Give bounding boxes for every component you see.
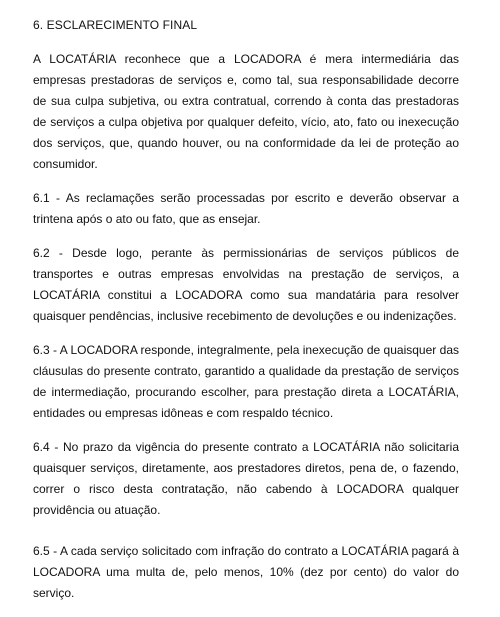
paragraph-6-4: 6.4 - No prazo da vigência do presente contrato a LOCATÁRIA não solicitaria quaisquer serviços, diretamente, aos prestadores diretos, pena de, o fazendo, correr o risco desta contratação, não cabendo à LOCADORA qualquer providência ou atuação. <box>33 440 459 517</box>
paragraph-6-1: 6.1 - As reclamações serão processadas por escrito e deverão observar a trintena após o ato ou fato, que as ensejar. <box>33 191 459 226</box>
paragraph-intro: A LOCATÁRIA reconhece que a LOCADORA é mera intermediária das empresas prestadoras de serviços e, como tal, sua responsabilidade decorre de sua culpa subjetiva, ou extra contratual, correndo à conta das prestadoras de serviços a culpa objetiva por qualquer defeito, vício, ato, fato ou inexecução dos serviços, que, quando houver, ou na conformidade da lei de proteção ao consumidor. <box>33 52 459 171</box>
paragraph-6-2: 6.2 - Desde logo, perante às permissionárias de serviços públicos de transportes e outras empresas envolvidas na prestação de serviços, a LOCATÁRIA constitui a LOCADORA como sua mandatária para resolver quaisquer pendências, inclusive recebimento de devoluções e ou indenizações. <box>33 246 459 323</box>
document-page <box>33 18 459 617</box>
section-title: 6. ESCLARECIMENTO FINAL <box>33 18 198 32</box>
paragraph-6-3: 6.3 - A LOCADORA responde, integralmente, pela inexecução de quaisquer das cláusulas do presente contrato, garantido a qualidade da prestação de serviços de intermediação, procurando escolher, para prestação direta a LOCATÁRIA, entidades ou empresas idôneas e com respaldo técnico. <box>33 343 459 420</box>
paragraph-6-5: 6.5 - A cada serviço solicitado com infração do contrato a LOCATÁRIA pagará à LOCADORA uma multa de, pelo menos, 10% (dez por cento) do valor do serviço. <box>33 544 459 600</box>
